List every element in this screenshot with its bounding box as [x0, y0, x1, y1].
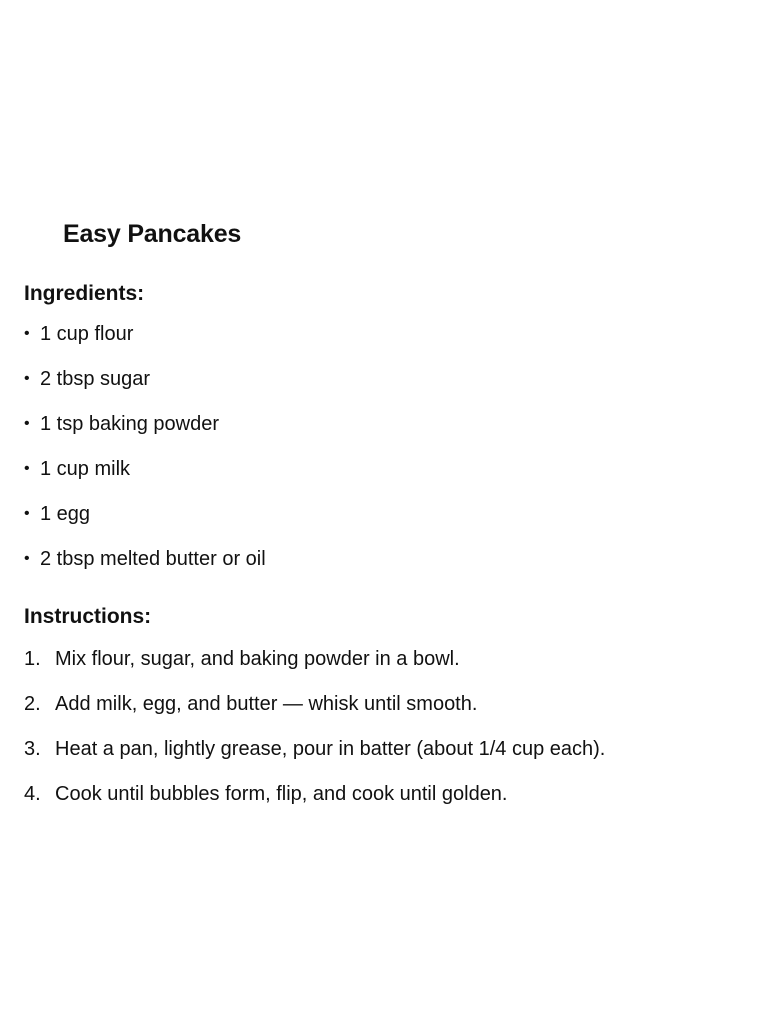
- recipe-note: [24, 214, 744, 824]
- bullet-icon: •: [24, 505, 30, 522]
- list-item: [24, 319, 744, 349]
- step-number: 2.: [24, 693, 41, 715]
- ingredient-text: 2 tbsp melted butter or oil: [40, 548, 266, 570]
- list-item: [24, 409, 744, 439]
- list-item: [24, 499, 744, 529]
- step-number: 3.: [24, 738, 41, 760]
- ingredient-text: 1 egg: [40, 503, 91, 525]
- step-number: 1.: [24, 648, 41, 670]
- step-text: Mix flour, sugar, and baking powder in a bowl.: [55, 648, 460, 670]
- bullet-icon: •: [24, 415, 30, 432]
- list-item: [24, 734, 744, 764]
- bullet-icon: •: [24, 325, 30, 342]
- ingredients-list: [24, 319, 744, 574]
- instructions-heading: Instructions:: [24, 605, 152, 628]
- ingredient-text: 1 cup flour: [40, 323, 134, 345]
- list-item: [24, 544, 744, 574]
- list-item: [24, 689, 744, 719]
- list-item: [24, 364, 744, 394]
- bullet-icon: •: [24, 550, 30, 567]
- note-title: Easy Pancakes: [63, 220, 242, 248]
- blank-emoji-icon: [28, 219, 58, 249]
- ingredient-text: 1 cup milk: [40, 458, 131, 480]
- list-item: [24, 644, 744, 674]
- ingredients-heading: Ingredients:: [24, 282, 145, 305]
- title-row: [24, 214, 744, 254]
- bullet-icon: •: [24, 460, 30, 477]
- step-number: 4.: [24, 783, 41, 805]
- ingredient-text: 2 tbsp sugar: [40, 368, 151, 390]
- ingredient-text: 1 tsp baking powder: [40, 413, 220, 435]
- list-item: [24, 779, 744, 809]
- step-text: Add milk, egg, and butter — whisk until smooth.: [55, 693, 478, 715]
- bullet-icon: •: [24, 370, 30, 387]
- list-item: [24, 454, 744, 484]
- step-text: Heat a pan, lightly grease, pour in batter (about 1/4 cup each).: [55, 738, 606, 760]
- step-text: Cook until bubbles form, flip, and cook until golden.: [55, 783, 508, 805]
- instructions-list: [24, 644, 744, 809]
